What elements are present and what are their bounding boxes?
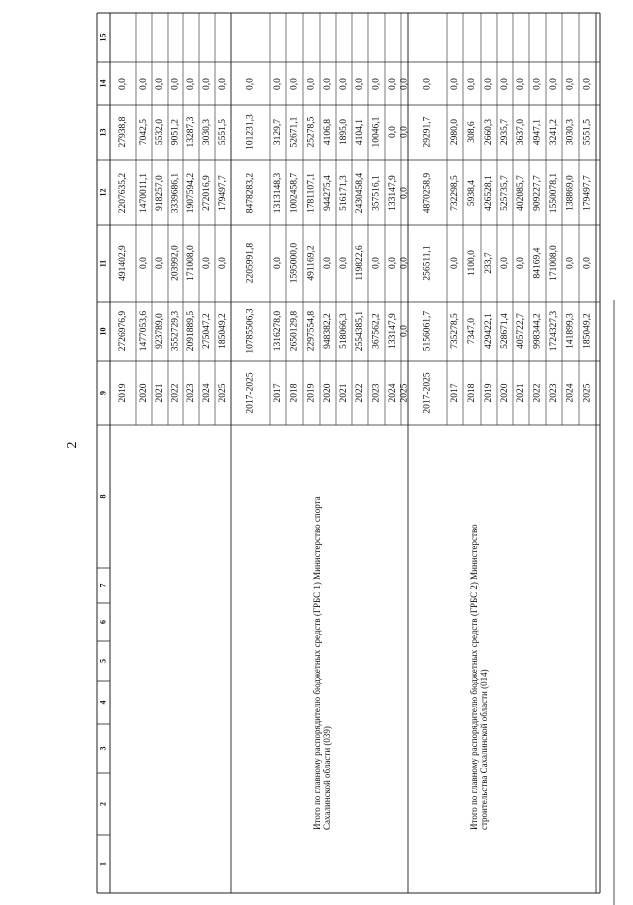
value-cell: 5551,5: [582, 118, 593, 146]
value-cell: 491402,9: [118, 245, 129, 281]
year-cell: 2022: [532, 383, 543, 403]
value-cell: 0,0: [155, 257, 166, 269]
value-cell: 0,0: [388, 257, 399, 269]
value-cell: 0,0: [118, 78, 129, 90]
year-cell: 2023: [371, 383, 382, 403]
value-cell: 0,0: [565, 257, 576, 269]
value-cell: 948382,2: [323, 313, 334, 349]
value-cell: 0,0: [582, 78, 593, 90]
header-col-number: 1: [98, 862, 108, 866]
value-cell: 5938,4: [467, 179, 478, 207]
value-cell: 9051,2: [170, 118, 181, 146]
value-cell: 10785506,3: [245, 308, 256, 354]
year-cell: 2017-2025: [245, 372, 256, 414]
year-cell: 2017: [450, 383, 461, 403]
value-cell: 1895,0: [339, 118, 350, 146]
value-cell: 0,0: [484, 78, 495, 90]
value-cell: 732298,5: [450, 175, 461, 211]
value-cell: 0,0: [450, 78, 461, 90]
value-cell: 138869,0: [565, 175, 576, 211]
year-cell: 2020: [323, 383, 334, 403]
value-cell: 1002458,7: [289, 172, 300, 214]
year-cell: 2019: [118, 383, 129, 403]
value-cell: 7347,0: [467, 317, 478, 345]
value-cell: 405722,7: [516, 313, 527, 349]
value-cell: 0,0: [582, 257, 593, 269]
header-col-number: 11: [98, 259, 108, 268]
value-cell: 3030,3: [565, 118, 576, 146]
value-cell: 1477053,6: [139, 310, 150, 352]
value-cell: 1907594,2: [186, 172, 197, 214]
value-cell: 0,0: [202, 78, 213, 90]
year-cell: 2020: [500, 383, 511, 403]
section-label: Итого по главному распорядителю бюджетных средств (ГРБС 2) Министерство: [469, 524, 480, 830]
value-cell: 0,0: [450, 257, 461, 269]
value-cell: 0,0: [516, 78, 527, 90]
value-cell: 0,0: [273, 78, 284, 90]
value-cell: 0,0: [500, 257, 511, 269]
value-cell: 203992,0: [170, 245, 181, 281]
year-cell: 2022: [355, 383, 366, 403]
value-cell: 101231,3: [245, 114, 256, 150]
value-cell: 133147,9: [388, 175, 399, 211]
value-cell: 1316278,0: [273, 310, 284, 352]
value-cell: 2650129,8: [289, 310, 300, 352]
value-cell: 5532,0: [155, 118, 166, 146]
header-col-number: 12: [98, 188, 108, 197]
value-cell: 0,0: [399, 78, 410, 90]
value-cell: 2207635,2: [118, 172, 129, 214]
value-cell: 0,0: [388, 126, 399, 138]
value-cell: 1470011,1: [139, 172, 150, 214]
value-cell: 179497,7: [582, 175, 593, 211]
value-cell: 528671,4: [500, 313, 511, 349]
header-col-number: 3: [98, 746, 108, 751]
section-label: строительства Сахалинской области (014): [479, 669, 490, 830]
header-col-number: 6: [98, 620, 108, 624]
value-cell: 4870258,9: [422, 172, 433, 214]
value-cell: 0,0: [170, 78, 181, 90]
value-cell: 0,0: [202, 257, 213, 269]
value-cell: 5551,5: [218, 118, 229, 146]
value-cell: 0,0: [339, 78, 350, 90]
value-cell: 909227,7: [532, 175, 543, 211]
value-cell: 2205991,8: [245, 242, 256, 284]
value-cell: 3030,3: [202, 118, 213, 146]
header-col-number: 5: [98, 659, 108, 663]
value-cell: 3129,7: [273, 118, 284, 146]
value-cell: 0,0: [323, 78, 334, 90]
year-cell: 2017-2025: [422, 372, 433, 414]
value-cell: 233,7: [484, 252, 495, 274]
value-cell: 2726976,9: [118, 310, 129, 352]
value-cell: 141899,3: [565, 313, 576, 349]
value-cell: 3241,2: [549, 118, 560, 146]
value-cell: 998344,2: [532, 313, 543, 349]
value-cell: 0,0: [500, 78, 511, 90]
year-cell: 2021: [155, 383, 166, 403]
value-cell: 84169,4: [532, 247, 543, 279]
value-cell: 1313148,3: [273, 172, 284, 214]
value-cell: 133147,9: [388, 313, 399, 349]
value-cell: 256511,1: [422, 245, 433, 281]
value-cell: 0,0: [516, 257, 527, 269]
value-cell: 25278,5: [306, 116, 317, 148]
value-cell: 0,0: [273, 257, 284, 269]
header-col-number: 15: [98, 33, 108, 42]
value-cell: 923789,0: [155, 313, 166, 349]
value-cell: 525735,7: [500, 175, 511, 211]
value-cell: 518066,3: [339, 313, 350, 349]
value-cell: 2935,7: [500, 118, 511, 146]
header-col-number: 13: [98, 128, 108, 137]
value-cell: 185049,2: [218, 313, 229, 349]
value-cell: 402085,7: [516, 175, 527, 211]
value-cell: 1550078,1: [549, 172, 560, 214]
value-cell: 52671,1: [289, 116, 300, 148]
value-cell: 119822,6: [355, 245, 366, 281]
value-cell: 1724327,3: [549, 310, 560, 352]
value-cell: 2297554,8: [306, 310, 317, 352]
value-cell: 0,0: [186, 78, 197, 90]
year-cell: 2024: [388, 383, 399, 403]
value-cell: 179497,7: [218, 175, 229, 211]
section-label: Сахалинской области (039): [322, 726, 333, 830]
year-cell: 2023: [549, 383, 560, 403]
year-cell: 2018: [467, 383, 478, 403]
year-cell: 2024: [202, 383, 213, 403]
value-cell: 1100,0: [467, 250, 478, 276]
value-cell: 0,0: [218, 78, 229, 90]
value-cell: 426528,1: [484, 175, 495, 211]
header-col-number: 10: [98, 327, 108, 336]
year-cell: 2022: [170, 383, 181, 403]
value-cell: 272016,9: [202, 175, 213, 211]
value-cell: 1781107,1: [306, 172, 317, 214]
value-cell: 0,0: [139, 78, 150, 90]
value-cell: 13287,3: [186, 116, 197, 148]
value-cell: 0,0: [289, 78, 300, 90]
value-cell: 185049,2: [582, 313, 593, 349]
value-cell: 29291,7: [422, 116, 433, 148]
value-cell: 491169,2: [306, 245, 317, 281]
section-label: Итого по главному распорядителю бюджетных средств (ГРБС 1) Министерство спорта: [312, 496, 323, 830]
value-cell: 10046,1: [371, 116, 382, 148]
value-cell: 2980,0: [450, 118, 461, 146]
value-cell: 0,0: [399, 325, 410, 337]
page-number: 2: [65, 441, 81, 449]
value-cell: 3552729,3: [170, 310, 181, 352]
year-cell: 2018: [289, 383, 300, 403]
year-cell: 2021: [516, 383, 527, 403]
value-cell: 5156061,7: [422, 310, 433, 352]
value-cell: 2660,3: [484, 118, 495, 146]
value-cell: 0,0: [467, 78, 478, 90]
value-cell: 171008,0: [549, 245, 560, 281]
header-col-number: 9: [98, 391, 108, 395]
value-cell: 0,0: [355, 78, 366, 90]
value-cell: 516171,3: [339, 175, 350, 211]
value-cell: 0,0: [399, 126, 410, 138]
value-cell: 0,0: [339, 257, 350, 269]
value-cell: 2430458,4: [355, 172, 366, 214]
value-cell: 918257,0: [155, 175, 166, 211]
value-cell: 357516,1: [371, 175, 382, 211]
value-cell: 0,0: [388, 78, 399, 90]
value-cell: 0,0: [422, 78, 433, 90]
year-cell: 2025: [218, 383, 229, 403]
value-cell: 2554385,1: [355, 310, 366, 352]
year-cell: 2019: [484, 383, 495, 403]
value-cell: 8478283,2: [245, 172, 256, 214]
value-cell: 1595000,0: [289, 242, 300, 284]
value-cell: 308,6: [467, 121, 478, 143]
value-cell: 2091889,5: [186, 310, 197, 352]
value-cell: 4104,1: [355, 118, 366, 146]
header-col-number: 14: [98, 79, 108, 88]
year-cell: 2023: [186, 383, 197, 403]
year-cell: 2017: [273, 383, 284, 403]
header-col-number: 8: [98, 494, 108, 499]
value-cell: 0,0: [155, 78, 166, 90]
value-cell: 0,0: [245, 78, 256, 90]
header-col-number: 4: [98, 700, 108, 705]
value-cell: 0,0: [139, 257, 150, 269]
value-cell: 0,0: [549, 78, 560, 90]
value-cell: 0,0: [323, 257, 334, 269]
value-cell: 4106,8: [323, 118, 334, 146]
value-cell: 3339686,1: [170, 172, 181, 214]
value-cell: 429422,1: [484, 313, 495, 349]
year-cell: 2025: [399, 383, 410, 403]
value-cell: 7042,5: [139, 118, 150, 146]
value-cell: 0,0: [371, 257, 382, 269]
value-cell: 944275,4: [323, 175, 334, 211]
value-cell: 4947,1: [532, 118, 543, 146]
year-cell: 2020: [139, 383, 150, 403]
header-col-number: 7: [98, 583, 108, 588]
year-cell: 2021: [339, 383, 350, 403]
year-cell: 2019: [306, 383, 317, 403]
year-cell: 2025: [582, 383, 593, 403]
value-cell: 0,0: [306, 78, 317, 90]
year-cell: 2024: [565, 383, 576, 403]
value-cell: 735278,5: [450, 313, 461, 349]
value-cell: 0,0: [565, 78, 576, 90]
value-cell: 0,0: [218, 257, 229, 269]
header-col-number: 2: [98, 802, 108, 806]
value-cell: 275047,2: [202, 313, 213, 349]
value-cell: 27938,8: [118, 116, 129, 148]
value-cell: 0,0: [532, 78, 543, 90]
value-cell: 367562,2: [371, 313, 382, 349]
value-cell: 171008,0: [186, 245, 197, 281]
value-cell: 3637,0: [516, 118, 527, 146]
value-cell: 0,0: [399, 187, 410, 199]
value-cell: 0,0: [399, 257, 410, 269]
value-cell: 0,0: [371, 78, 382, 90]
